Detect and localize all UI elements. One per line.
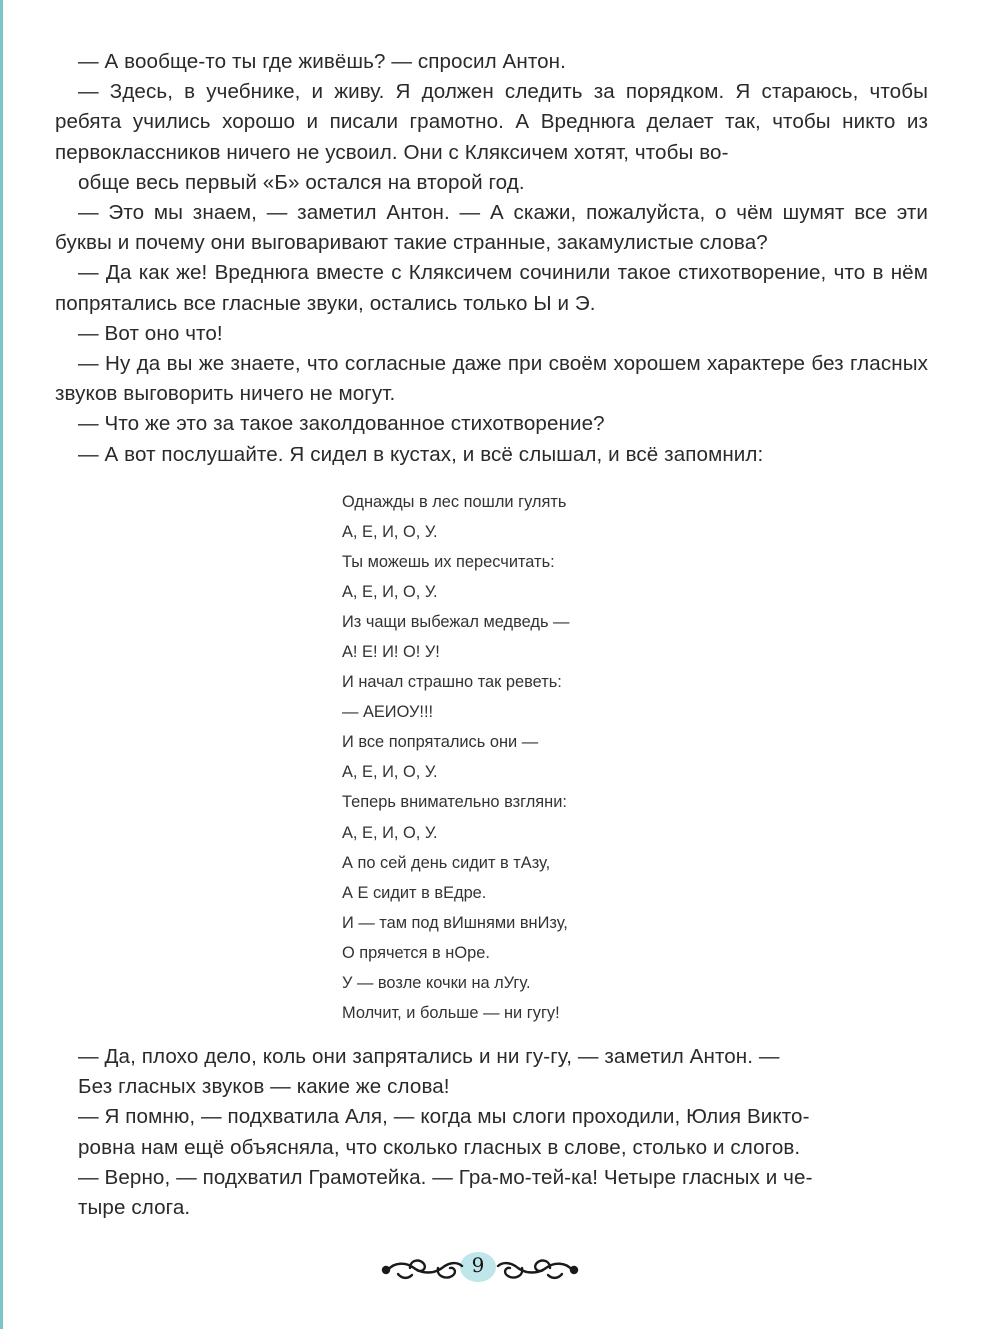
paragraph-line: Без гласных звуков — какие же слова! (78, 1075, 450, 1099)
paragraph: — Это мы знаем, — заметил Антон. — А скажи, пожалуйста, о чём шумят все эти буквы и почему они выговаривают такие странные, закамулистые слова? (55, 201, 928, 255)
paragraph: — Что же это за такое заколдованное стихотворение? (78, 412, 605, 436)
poem-line: Ты можешь их пересчитать: (342, 553, 555, 572)
paragraph (55, 1102, 928, 1162)
poem-line: А, Е, И, О, У. (342, 763, 438, 782)
ornament-left-scroll (383, 1261, 462, 1278)
poem-line: У — возле кочки на лУгу. (342, 973, 531, 992)
page-number: 9 (471, 1253, 485, 1277)
prose-top (55, 47, 928, 470)
paragraph-line: — Здесь, в учебнике, и живу. Я должен следить за порядком. Я стараюсь, чтобы ребята учились хорошо и писали грамотно. А Вреднюга делает так, чтобы никто из первоклассников ничего не усвоил. Они с Кляксичем хотят, чтобы во- (55, 80, 928, 164)
paragraph: — А вообще-то ты где живёшь? — спросил Антон. (78, 50, 566, 73)
poem-line: И начал страшно так реветь: (342, 673, 562, 692)
paragraph: — Ну да вы же знаете, что согласные даже при своём хорошем характере без гласных звуков выговорить ничего не могут. (55, 352, 928, 406)
poem-line: — АЕИОУ!!! (342, 703, 434, 722)
paragraph-line: обще весь первый «Б» остался на второй год. (78, 170, 525, 194)
paragraph (55, 1042, 928, 1102)
poem-line: А! Е! И! О! У! (342, 643, 440, 662)
paragraph-line: — Я помню, — подхватила Аля, — когда мы слоги проходили, Юлия Викто- (78, 1105, 810, 1129)
poem (342, 487, 569, 1028)
poem-line: А Е сидит в вЕдре. (342, 883, 487, 902)
paragraph-line: — Верно, — подхватил Грамотейка. — Гра-мо-тей-ка! Четыре гласных и че- (78, 1165, 813, 1189)
poem-line: Теперь внимательно взгляни: (342, 793, 567, 812)
paragraph: — Вот оно что! (78, 321, 223, 345)
paragraph (55, 1163, 928, 1223)
paragraph: — Да как же! Вреднюга вместе с Кляксичем сочинили такое стихотворение, что в нём попрятались все гласные звуки, остались только Ы и Э. (55, 261, 928, 315)
poem-line: И — там под вИшнями внИзу, (342, 913, 568, 932)
page-edge-accent (0, 0, 3, 1329)
poem-line: Молчит, и больше — ни гугу! (342, 1003, 560, 1022)
poem-line: А, Е, И, О, У. (342, 823, 438, 842)
paragraph-line: тыре слога. (78, 1196, 191, 1220)
ornament-right-scroll (498, 1261, 577, 1278)
paragraph: — А вот послушайте. Я сидел в кустах, и всё слышал, и всё запомнил: (78, 442, 764, 466)
paragraph (55, 77, 928, 198)
poem-line: О прячется в нОре. (342, 943, 490, 962)
poem-line: А по сей день сидит в тАзу, (342, 853, 551, 872)
prose-bottom (55, 1042, 928, 1223)
poem-line: И все попрятались они — (342, 733, 539, 752)
poem-line: Из чащи выбежал медведь — (342, 613, 570, 632)
paragraph-line: — Да, плохо дело, коль они запрятались и ни гу-гу, — заметил Антон. — (78, 1045, 780, 1068)
poem-line: А, Е, И, О, У. (342, 523, 438, 542)
paragraph-line: ровна нам ещё объясняла, что сколько гласных в слове, столько и слогов. (78, 1135, 801, 1159)
poem-line: А, Е, И, О, У. (342, 583, 438, 602)
poem-line: Однажды в лес пошли гулять (342, 493, 567, 511)
